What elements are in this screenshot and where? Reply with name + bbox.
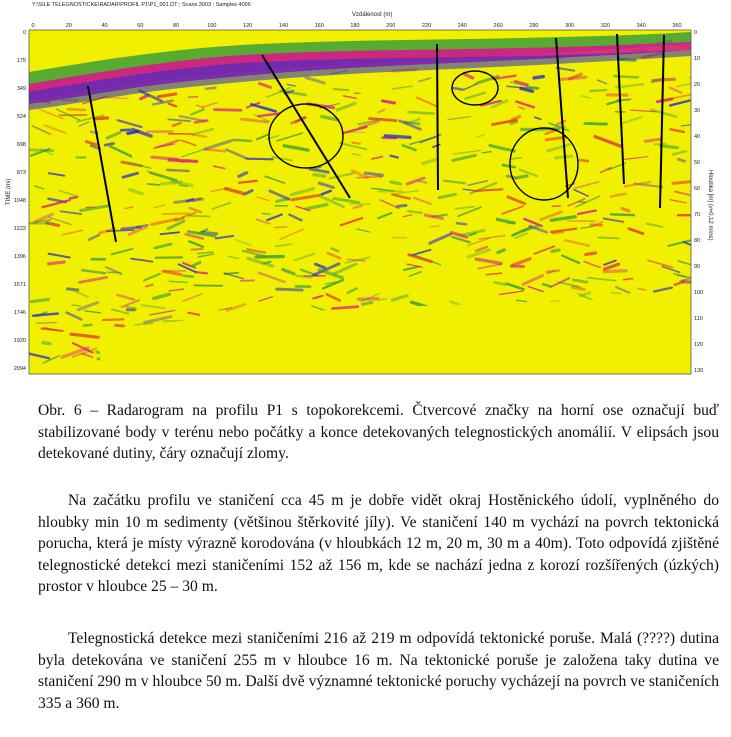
reflection-streak bbox=[43, 343, 50, 344]
reflection-streak bbox=[169, 160, 197, 161]
reflection-streak bbox=[572, 287, 584, 289]
fault-line-218m bbox=[437, 44, 438, 190]
reflection-streak bbox=[30, 150, 53, 151]
reflection-streak bbox=[534, 77, 543, 78]
reflection-streak bbox=[585, 123, 606, 124]
reflection-streak bbox=[206, 88, 216, 89]
x-tick-label: 320 bbox=[600, 23, 611, 29]
reflection-streak bbox=[162, 213, 188, 214]
right-tick-label: 120 bbox=[694, 342, 704, 348]
x-tick-label: 100 bbox=[207, 23, 217, 29]
x-tick-label: 60 bbox=[137, 23, 144, 29]
reflection-streak bbox=[162, 182, 181, 184]
x-axis-ticks bbox=[31, 23, 681, 29]
reflection-streak bbox=[84, 325, 91, 326]
reflection-streak bbox=[494, 282, 505, 284]
right-tick-label: 110 bbox=[694, 316, 703, 322]
reflection-streak bbox=[678, 159, 684, 161]
reflection-streak bbox=[332, 307, 357, 309]
reflection-streak bbox=[103, 319, 124, 320]
reflection-streak bbox=[214, 110, 240, 111]
reflection-streak bbox=[516, 176, 527, 178]
left-tick-label: 1396 bbox=[13, 254, 26, 260]
reflection-streak bbox=[180, 185, 188, 186]
reflection-streak bbox=[70, 197, 77, 198]
left-tick-label: 1571 bbox=[13, 282, 26, 288]
right-tick-label: 70 bbox=[694, 212, 701, 218]
right-axis-title: Hloubka [m] (v=0,12 m/ns) bbox=[707, 170, 713, 241]
reflection-streak bbox=[365, 173, 382, 175]
figure-caption: Obr. 6 – Radarogram na profilu P1 s topokorekcemi. Čtvercové značky na horní ose označují buď stabilizované body v terénu nebo počátky a konce detekovaných telegnostických anomálií. V elipsách jsou detekované dutiny, čáry označují zlomy. bbox=[38, 402, 719, 462]
paragraph-1: Na začátku profilu ve staničení cca 45 m je dobře vidět okraj Hostěnického údolí, vyplněného do hloubky min 10 m sedimenty (většinou štěrkovité jíly). Ve staničení 140 m vychází na povrch tektonická porucha, která je místy výrazně korodována (v hloubkách 12 m, 20 m, 30 m a 40m). Toto odpovídá zjištěné telegnostické detekci mezi staničeními 152 až 156 m, kde se nachází jedna z korozí rozšířených (úzkých) prostor v hloubce 25 – 30 m. bbox=[38, 492, 719, 595]
reflection-streak bbox=[660, 146, 677, 148]
figure-header: Y:\SILE TELEGNOSTICKE\RADAR\PROFIL P1\P1_001.DT ; Scans 3003 ; Samples 4096 bbox=[32, 2, 251, 8]
x-tick-label: 20 bbox=[65, 23, 72, 29]
reflection-streak bbox=[184, 276, 193, 277]
reflection-streak bbox=[247, 159, 273, 160]
reflection-streak bbox=[105, 143, 113, 145]
reflection-streak bbox=[590, 90, 606, 91]
reflection-streak bbox=[363, 303, 372, 305]
right-axis-ticks bbox=[694, 30, 703, 374]
reflection-streak bbox=[195, 272, 207, 273]
reflection-streak bbox=[49, 262, 65, 264]
reflection-streak bbox=[560, 77, 586, 79]
reflection-streak bbox=[580, 160, 588, 161]
left-axis-title: TIME (ns) bbox=[6, 178, 12, 205]
x-tick-label: 40 bbox=[101, 23, 108, 29]
x-tick-label: 120 bbox=[243, 23, 253, 29]
left-tick-label: 349 bbox=[16, 86, 26, 92]
reflection-streak bbox=[108, 98, 129, 99]
reflection-streak bbox=[314, 175, 325, 176]
left-tick-label: 524 bbox=[16, 114, 26, 120]
left-axis-ticks bbox=[14, 30, 26, 372]
x-tick-label: 340 bbox=[636, 23, 646, 29]
left-tick-label: 0 bbox=[22, 30, 26, 36]
x-tick-label: 80 bbox=[173, 23, 180, 29]
x-tick-label: 180 bbox=[350, 23, 360, 29]
reflection-streak bbox=[391, 182, 401, 184]
reflection-streak bbox=[167, 170, 188, 171]
reflection-streak bbox=[683, 282, 711, 284]
reflection-streak bbox=[553, 232, 563, 233]
reflection-streak bbox=[72, 305, 80, 306]
paragraph-2: Telegnostická detekce mezi staničeními 216 až 219 m odpovídá tektonické poruše. Malá (????) dutina byla detekována ve staničení 255 m v hloubce 16 m. Na tektonické poruše je založena taky dutina ve staničení 290 m v hloubce 50 m. Další dvě významné tektonické poruchy vycházejí na povrch ve staničeních 335 a 360 m. bbox=[38, 630, 719, 712]
reflection-streak bbox=[586, 253, 596, 254]
right-tick-label: 80 bbox=[694, 238, 701, 244]
left-tick-label: 1048 bbox=[13, 198, 26, 204]
reflection-streak bbox=[116, 325, 124, 326]
reflection-streak bbox=[614, 76, 638, 77]
reflection-streak bbox=[256, 256, 283, 257]
reflection-streak bbox=[121, 130, 130, 131]
left-tick-label: 175 bbox=[16, 58, 26, 64]
reflection-streak bbox=[591, 225, 602, 226]
reflection-streak bbox=[454, 88, 463, 90]
reflection-streak bbox=[622, 209, 629, 211]
x-tick-label: 160 bbox=[314, 23, 324, 29]
radargram-plot bbox=[29, 30, 711, 374]
right-tick-label: 20 bbox=[694, 82, 701, 88]
x-tick-label: 0 bbox=[31, 23, 35, 29]
reflection-streak bbox=[397, 205, 406, 206]
reflection-streak bbox=[195, 121, 207, 123]
reflection-streak bbox=[359, 299, 378, 300]
right-tick-label: 130 bbox=[694, 368, 704, 374]
x-tick-label: 220 bbox=[421, 23, 432, 29]
left-tick-label: 1222 bbox=[13, 226, 26, 232]
x-tick-label: 360 bbox=[672, 23, 682, 29]
left-tick-label: 873 bbox=[16, 170, 26, 176]
reflection-streak bbox=[611, 214, 634, 215]
x-tick-label: 260 bbox=[493, 23, 503, 29]
reflection-streak bbox=[148, 184, 160, 185]
x-tick-label: 200 bbox=[386, 23, 396, 29]
right-tick-label: 40 bbox=[694, 134, 701, 140]
reflection-streak bbox=[379, 299, 387, 300]
x-axis-title: Vzdálenost (m) bbox=[352, 12, 393, 18]
left-tick-label: 698 bbox=[16, 142, 26, 148]
left-tick-label: 1746 bbox=[13, 310, 26, 316]
reflection-streak bbox=[95, 118, 108, 119]
reflection-streak bbox=[32, 299, 49, 301]
reflection-streak bbox=[673, 181, 693, 183]
reflection-streak bbox=[277, 289, 302, 290]
x-tick-label: 240 bbox=[457, 23, 467, 29]
right-tick-label: 50 bbox=[694, 160, 701, 166]
reflection-streak bbox=[352, 143, 359, 144]
right-tick-label: 60 bbox=[694, 186, 701, 192]
reflection-streak bbox=[408, 112, 433, 113]
reflection-streak bbox=[457, 223, 466, 224]
left-tick-label: 1920 bbox=[13, 338, 26, 344]
right-tick-label: 100 bbox=[694, 290, 704, 296]
right-tick-label: 0 bbox=[694, 30, 698, 36]
right-tick-label: 10 bbox=[694, 56, 701, 62]
reflection-streak bbox=[127, 307, 136, 309]
reflection-streak bbox=[599, 237, 619, 238]
reflection-streak bbox=[275, 227, 286, 228]
reflection-streak bbox=[357, 177, 381, 178]
left-tick-label: 2094 bbox=[13, 366, 26, 372]
reflection-streak bbox=[527, 87, 538, 88]
reflection-streak bbox=[385, 136, 410, 138]
reflection-streak bbox=[68, 109, 85, 110]
reflection-streak bbox=[263, 214, 271, 215]
right-tick-label: 30 bbox=[694, 108, 701, 114]
reflection-streak bbox=[611, 293, 620, 294]
reflection-streak bbox=[191, 249, 202, 250]
x-tick-label: 280 bbox=[529, 23, 539, 29]
reflection-streak bbox=[604, 271, 626, 272]
reflection-streak bbox=[552, 250, 559, 251]
reflection-streak bbox=[556, 156, 572, 158]
reflection-streak bbox=[37, 323, 57, 324]
reflection-streak bbox=[233, 140, 250, 141]
x-tick-label: 140 bbox=[278, 23, 289, 29]
x-tick-label: 300 bbox=[565, 23, 575, 29]
reflection-streak bbox=[169, 281, 187, 282]
reflection-streak bbox=[188, 216, 209, 217]
right-tick-label: 90 bbox=[694, 264, 701, 270]
reflection-streak bbox=[334, 89, 349, 90]
